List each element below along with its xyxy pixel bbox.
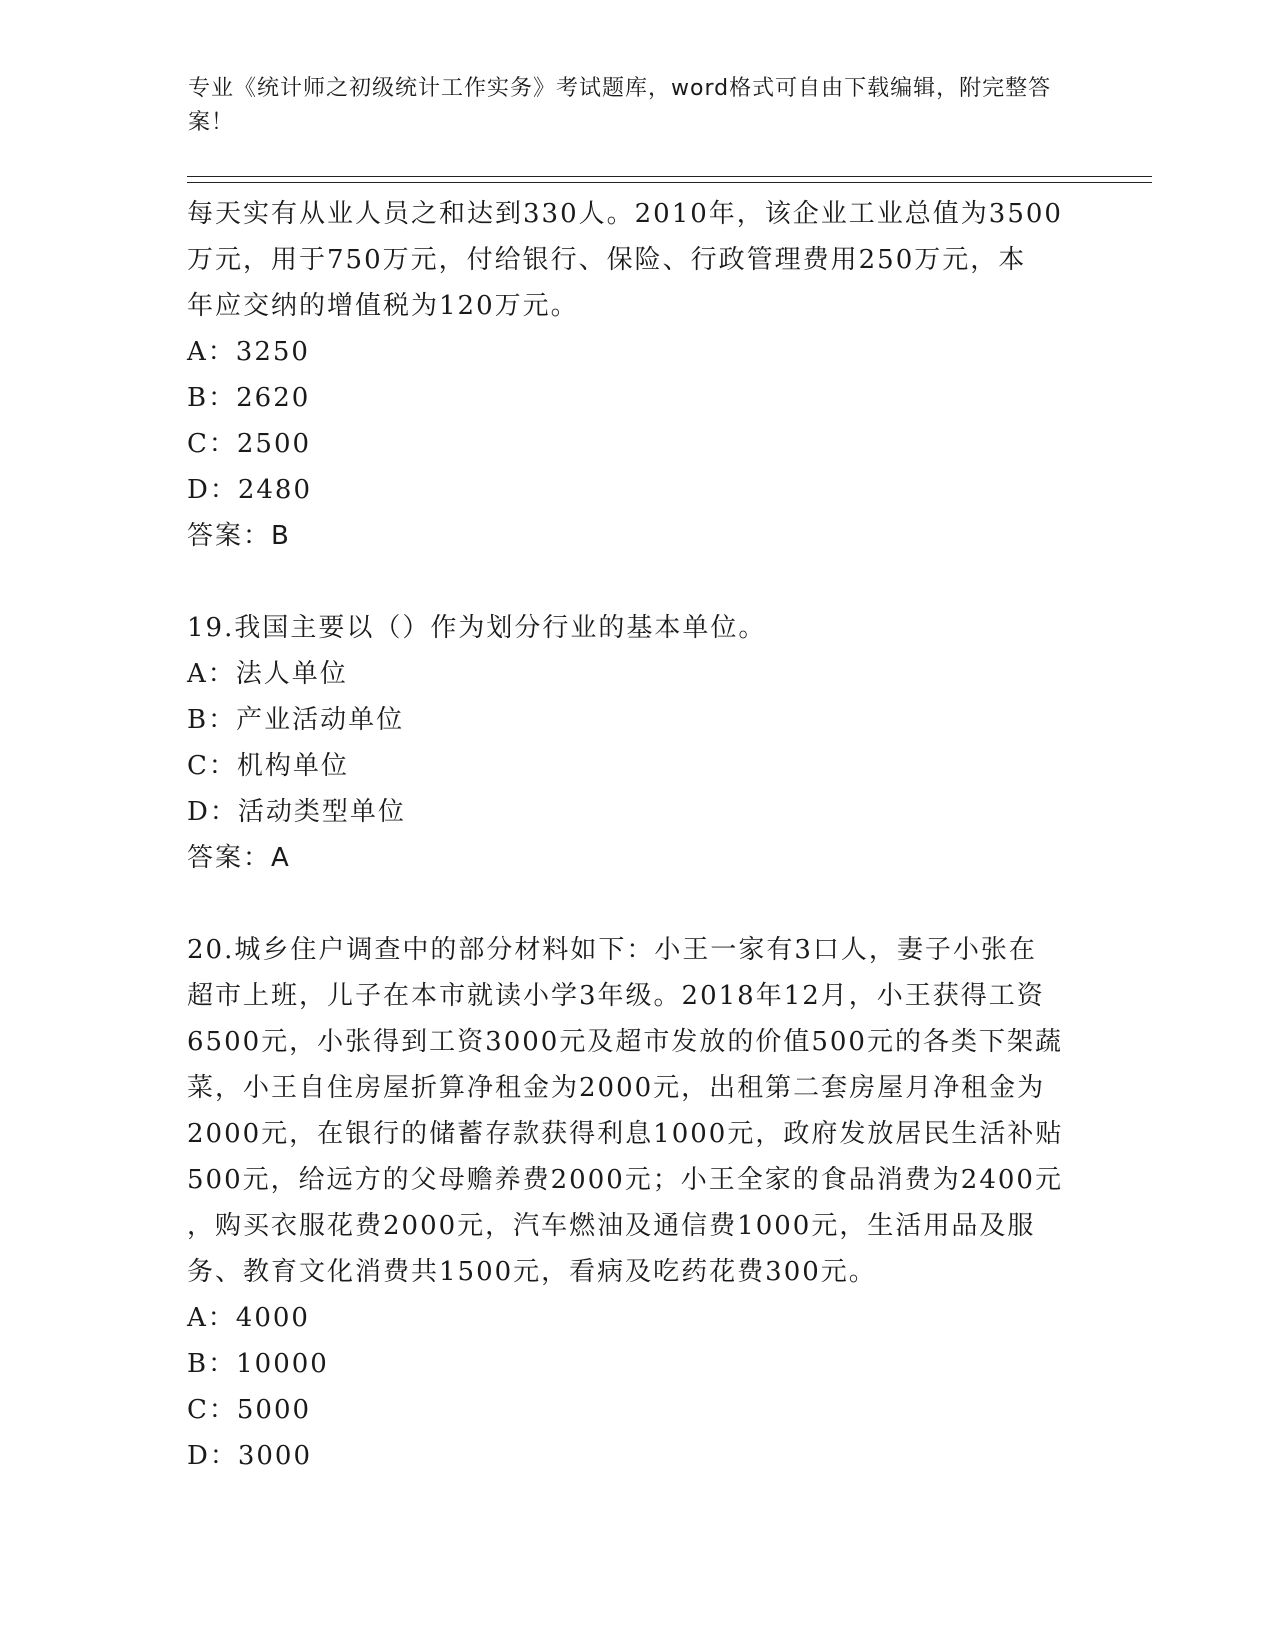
option-b: B：2620 — [187, 383, 311, 413]
option-c: C：2500 — [187, 429, 312, 459]
answer: 答案：A — [187, 843, 291, 873]
question-stem-line: 菜，小王自住房屋折算净租金为2000元，出租第二套房屋月净租金为 — [187, 1073, 1046, 1103]
question-content — [187, 191, 1087, 1479]
question-stem-line: 6500元，小张得到工资3000元及超市发放的价值500元的各类下架蔬 — [187, 1027, 1063, 1057]
option-a: A：法人单位 — [187, 659, 348, 689]
answer: 答案：B — [187, 521, 291, 551]
option-c: C：5000 — [187, 1395, 312, 1425]
question-19 — [187, 605, 1087, 881]
option-b: B：产业活动单位 — [187, 705, 405, 735]
question-stem-line: 万元，用于750万元，付给银行、保险、行政管理费用250万元，本 — [187, 245, 1027, 275]
document-header: 专业《统计师之初级统计工作实务》考试题库，word格式可自由下载编辑，附完整答案！ — [188, 76, 1052, 135]
question-stem-line: 2000元，在银行的储蓄存款获得利息1000元，政府发放居民生活补贴 — [187, 1119, 1064, 1149]
question-stem-line: 20.城乡住户调查中的部分材料如下：小王一家有3口人，妻子小张在 — [187, 935, 1037, 965]
option-c: C：机构单位 — [187, 751, 349, 781]
header-divider-bottom — [187, 182, 1152, 183]
option-d: D：活动类型单位 — [187, 797, 406, 827]
option-d: D：2480 — [187, 475, 313, 505]
question-stem-line: 年应交纳的增值税为120万元。 — [187, 291, 579, 321]
header-divider-top — [187, 176, 1152, 177]
question-stem-line: 19.我国主要以（）作为划分行业的基本单位。 — [187, 613, 767, 643]
question-stem-line: 500元，给远方的父母赡养费2000元；小王全家的食品消费为2400元 — [187, 1165, 1063, 1195]
option-a: A：3250 — [187, 337, 310, 367]
question-20 — [187, 927, 1087, 1479]
option-a: A：4000 — [187, 1303, 310, 1333]
question-stem-line: 每天实有从业人员之和达到330人。2010年，该企业工业总值为3500 — [187, 199, 1063, 229]
question-stem-line: ，购买衣服花费2000元，汽车燃油及通信费1000元，生活用品及服 — [187, 1211, 1036, 1241]
option-b: B：10000 — [187, 1349, 329, 1379]
question-stem-line: 超市上班，儿子在本市就读小学3年级。2018年12月，小王获得工资 — [187, 981, 1045, 1011]
option-d: D：3000 — [187, 1441, 313, 1471]
question-18 — [187, 191, 1087, 559]
question-stem-line: 务、教育文化消费共1500元，看病及吃药花费300元。 — [187, 1257, 877, 1287]
